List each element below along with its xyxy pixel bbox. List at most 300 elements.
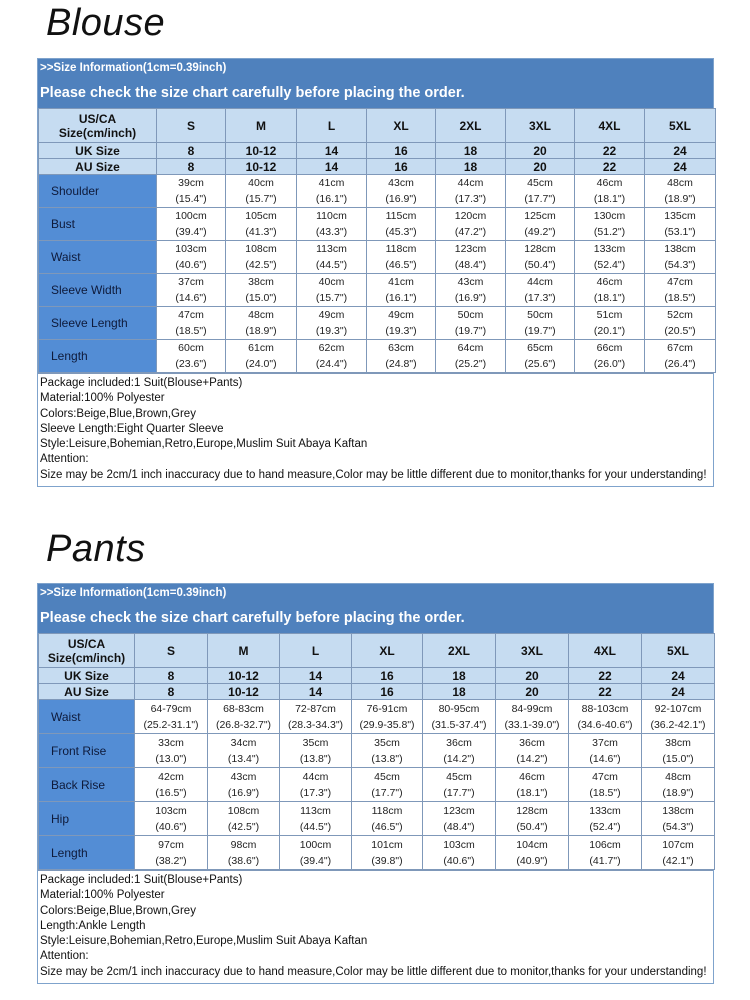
measurement-cell	[208, 836, 280, 870]
cm-value: 104cm	[516, 838, 548, 851]
uk-size-label: UK Size	[39, 143, 157, 159]
measurement-cell	[367, 241, 436, 274]
cm-value: 35cm	[374, 736, 400, 749]
inch-value: (18.9")	[662, 786, 694, 799]
cm-value: 61cm	[248, 342, 274, 354]
inch-value: (19.3")	[315, 325, 348, 337]
measurement-row	[39, 768, 715, 802]
note-line: Colors:Beige,Blue,Brown,Grey	[40, 904, 196, 917]
inch-value: (16.9")	[385, 193, 417, 205]
note-line: Size may be 2cm/1 inch inaccuracy due to hand measure,Color may be little different due to monitor,thanks for your understanding!	[40, 468, 707, 481]
uk-size-value: 22	[569, 668, 642, 684]
measurement-cell	[208, 802, 280, 836]
inch-value: (16.9")	[227, 786, 260, 799]
measurement-cell	[645, 208, 716, 241]
inch-value: (42.5")	[227, 820, 260, 833]
measurement-cell	[208, 768, 280, 802]
inch-value: (50.4")	[516, 820, 548, 833]
au-size-row	[39, 684, 715, 700]
cm-value: 135cm	[664, 210, 696, 222]
cm-value: 62cm	[318, 342, 345, 354]
size-column-header: 4XL	[569, 634, 642, 668]
uk-size-value: 18	[423, 668, 496, 684]
note-line: Material:100% Polyester	[40, 392, 165, 405]
au-size-value: 8	[157, 159, 226, 175]
header-label-line: US/CA	[67, 636, 106, 651]
cm-value: 47cm	[178, 309, 204, 321]
inch-value: (17.3")	[524, 292, 556, 304]
au-size-value: 8	[135, 684, 208, 700]
inch-value: (15.7")	[245, 193, 277, 205]
measurement-cell	[226, 208, 297, 241]
size-column-header: 2XL	[423, 634, 496, 668]
inch-value: (19.3")	[385, 325, 417, 337]
measurement-cell	[352, 802, 423, 836]
inch-value: (14.6")	[589, 752, 621, 765]
measurement-cell	[575, 175, 645, 208]
measurement-cell	[352, 734, 423, 768]
pants-product-notes	[38, 870, 713, 983]
uk-size-value: 8	[157, 143, 226, 159]
blouse-size-table	[38, 108, 716, 373]
note-line: Style:Leisure,Bohemian,Retro,Europe,Muslim Suit Abaya Kaftan	[40, 438, 368, 451]
inch-value: (52.4")	[589, 820, 621, 833]
inch-value: (15.0")	[245, 292, 277, 304]
measurement-row	[39, 836, 715, 870]
cm-value: 48cm	[248, 309, 274, 321]
measurement-label: Waist	[39, 241, 157, 274]
measurement-label: Front Rise	[39, 734, 135, 768]
inch-value: (28.3-34.3")	[287, 718, 344, 731]
measurement-cell	[208, 734, 280, 768]
inch-value: (40.6")	[443, 854, 475, 867]
inch-value: (26.8-32.7")	[215, 718, 272, 731]
inch-value: (14.2")	[443, 752, 475, 765]
measurement-cell	[157, 340, 226, 373]
measurement-cell	[569, 836, 642, 870]
note-line: Attention:	[40, 950, 89, 963]
uk-size-value: 24	[642, 668, 715, 684]
inch-value: (13.4")	[227, 752, 260, 765]
inch-value: (39.4")	[175, 226, 207, 238]
measurement-cell	[297, 208, 367, 241]
cm-value: 138cm	[662, 804, 694, 817]
measurement-row	[39, 241, 716, 274]
measurement-cell	[506, 241, 575, 274]
cm-value: 107cm	[662, 838, 694, 851]
measurement-cell	[367, 307, 436, 340]
measurement-label: Bust	[39, 208, 157, 241]
cm-value: 37cm	[178, 276, 204, 288]
inch-value: (40.9")	[516, 854, 548, 867]
cm-value: 128cm	[516, 804, 548, 817]
inch-value: (42.5")	[245, 259, 277, 271]
inch-value: (17.7")	[371, 786, 403, 799]
cm-value: 43cm	[230, 770, 257, 783]
cm-value: 48cm	[665, 770, 691, 783]
blouse-product-notes	[38, 373, 713, 486]
inch-value: (15.0")	[662, 752, 694, 765]
cm-value: 47cm	[592, 770, 618, 783]
blouse-banner	[38, 59, 713, 108]
measurement-label: Shoulder	[39, 175, 157, 208]
cm-value: 60cm	[178, 342, 204, 354]
size-column-header: L	[280, 634, 352, 668]
inch-value: (41.3")	[245, 226, 277, 238]
size-column-header: L	[297, 109, 367, 143]
measurement-cell	[157, 208, 226, 241]
size-label-header	[39, 634, 135, 668]
cm-value: 72-87cm	[295, 702, 336, 715]
size-column-header: M	[208, 634, 280, 668]
blouse-section-title: Blouse	[46, 2, 166, 44]
measurement-cell	[226, 307, 297, 340]
note-line: Length:Ankle Length	[40, 919, 146, 932]
blouse-size-info-note: >>Size Information(1cm=0.39inch)	[40, 62, 227, 74]
blouse-check-chart-notice: Please check the size chart carefully before placing the order.	[40, 85, 465, 101]
inch-value: (18.9")	[664, 193, 696, 205]
measurement-cell	[645, 241, 716, 274]
size-column-header: 3XL	[496, 634, 569, 668]
size-column-header: 5XL	[642, 634, 715, 668]
uk-size-value: 16	[367, 143, 436, 159]
cm-value: 103cm	[155, 804, 187, 817]
measurement-label: Hip	[39, 802, 135, 836]
measurement-cell	[642, 700, 715, 734]
cm-value: 66cm	[596, 342, 623, 354]
measurement-cell	[506, 274, 575, 307]
cm-value: 133cm	[593, 243, 626, 255]
header-label-line: US/CA	[78, 111, 117, 126]
measurement-cell	[208, 700, 280, 734]
inch-value: (38.6")	[227, 854, 260, 867]
uk-size-value: 16	[352, 668, 423, 684]
cm-value: 108cm	[245, 243, 277, 255]
measurement-cell	[423, 700, 496, 734]
measurement-row	[39, 340, 716, 373]
measurement-cell	[135, 734, 208, 768]
measurement-cell	[645, 340, 716, 373]
cm-value: 46cm	[596, 276, 623, 288]
uk-size-value: 10-12	[226, 143, 297, 159]
measurement-cell	[496, 768, 569, 802]
au-size-value: 10-12	[208, 684, 280, 700]
measurement-cell	[436, 175, 506, 208]
measurement-cell	[135, 768, 208, 802]
cm-value: 123cm	[454, 243, 487, 255]
cm-value: 49cm	[318, 309, 345, 321]
au-size-value: 24	[642, 684, 715, 700]
measurement-cell	[642, 802, 715, 836]
uk-size-label: UK Size	[39, 668, 135, 684]
cm-value: 49cm	[388, 309, 414, 321]
measurement-cell	[645, 274, 716, 307]
inch-value: (48.4")	[454, 259, 487, 271]
au-size-value: 16	[367, 159, 436, 175]
measurement-label: Back Rise	[39, 768, 135, 802]
uk-size-value: 14	[297, 143, 367, 159]
cm-value: 52cm	[667, 309, 693, 321]
cm-value: 128cm	[524, 243, 556, 255]
inch-value: (25.2")	[454, 358, 487, 370]
inch-value: (44.5")	[315, 259, 348, 271]
inch-value: (41.7")	[589, 854, 621, 867]
cm-value: 120cm	[454, 210, 487, 222]
inch-value: (20.5")	[664, 325, 696, 337]
measurement-cell	[436, 340, 506, 373]
size-column-header: XL	[352, 634, 423, 668]
cm-value: 113cm	[316, 243, 347, 255]
au-size-value: 22	[569, 684, 642, 700]
inch-value: (16.5")	[155, 786, 187, 799]
cm-value: 101cm	[371, 838, 403, 851]
measurement-cell	[569, 768, 642, 802]
inch-value: (38.2")	[155, 854, 187, 867]
inch-value: (33.1-39.0")	[504, 718, 560, 731]
cm-value: 48cm	[667, 177, 693, 189]
cm-value: 103cm	[175, 243, 207, 255]
measurement-cell	[642, 836, 715, 870]
cm-value: 44cm	[457, 177, 484, 189]
uk-size-row	[39, 143, 716, 159]
measurement-cell	[352, 836, 423, 870]
cm-value: 67cm	[667, 342, 693, 354]
pants-size-chart	[37, 583, 714, 984]
measurement-label: Waist	[39, 700, 135, 734]
cm-value: 63cm	[388, 342, 414, 354]
measurement-cell	[506, 307, 575, 340]
au-size-value: 16	[352, 684, 423, 700]
note-line: Material:100% Polyester	[40, 889, 165, 902]
cm-value: 64-79cm	[150, 702, 192, 715]
blouse-size-chart	[37, 58, 714, 487]
measurement-cell	[297, 307, 367, 340]
inch-value: (13.0")	[155, 752, 187, 765]
measurement-cell	[352, 768, 423, 802]
cm-value: 108cm	[227, 804, 260, 817]
au-size-label: AU Size	[39, 684, 135, 700]
measurement-cell	[506, 175, 575, 208]
au-size-value: 20	[506, 159, 575, 175]
measurement-cell	[642, 768, 715, 802]
measurement-cell	[297, 241, 367, 274]
cm-value: 43cm	[388, 177, 414, 189]
note-line: Package included:1 Suit(Blouse+Pants)	[40, 377, 243, 389]
measurement-cell	[569, 700, 642, 734]
header-label-line: Size(cm/inch)	[47, 650, 126, 665]
inch-value: (40.6")	[175, 259, 207, 271]
pants-size-info-note: >>Size Information(1cm=0.39inch)	[40, 587, 227, 599]
cm-value: 80-95cm	[438, 702, 480, 715]
cm-value: 45cm	[446, 770, 472, 783]
inch-value: (18.1")	[516, 786, 548, 799]
inch-value: (52.4")	[593, 259, 626, 271]
cm-value: 38cm	[665, 736, 691, 749]
measurement-cell	[496, 700, 569, 734]
measurement-cell	[157, 175, 226, 208]
measurement-cell	[423, 802, 496, 836]
header-row	[39, 634, 715, 668]
measurement-cell	[436, 241, 506, 274]
note-line: Colors:Beige,Blue,Brown,Grey	[40, 407, 196, 420]
cm-value: 40cm	[248, 177, 274, 189]
inch-value: (25.6")	[524, 358, 556, 370]
cm-value: 84-99cm	[511, 702, 553, 715]
inch-value: (18.5")	[589, 786, 621, 799]
inch-value: (46.5")	[371, 820, 403, 833]
note-line: Sleeve Length:Eight Quarter Sleeve	[40, 422, 224, 435]
pants-banner	[38, 584, 713, 633]
measurement-cell	[280, 700, 352, 734]
measurement-cell	[496, 802, 569, 836]
cm-value: 44cm	[302, 770, 329, 783]
cm-value: 138cm	[664, 243, 696, 255]
measurement-cell	[575, 208, 645, 241]
inch-value: (40.6")	[155, 820, 187, 833]
inch-value: (17.3")	[454, 193, 487, 205]
measurement-cell	[423, 768, 496, 802]
measurement-label: Length	[39, 836, 135, 870]
measurement-cell	[280, 734, 352, 768]
measurement-cell	[226, 274, 297, 307]
inch-value: (17.7")	[524, 193, 556, 205]
cm-value: 118cm	[385, 243, 417, 255]
cm-value: 47cm	[667, 276, 693, 288]
measurement-cell	[575, 274, 645, 307]
cm-value: 41cm	[388, 276, 414, 288]
inch-value: (17.3")	[299, 786, 332, 799]
cm-value: 110cm	[316, 210, 347, 222]
pants-section-title: Pants	[46, 528, 146, 570]
measurement-row	[39, 802, 715, 836]
measurement-cell	[297, 175, 367, 208]
au-size-value: 22	[575, 159, 645, 175]
measurement-cell	[280, 836, 352, 870]
uk-size-value: 14	[280, 668, 352, 684]
cm-value: 42cm	[158, 770, 184, 783]
measurement-cell	[575, 340, 645, 373]
cm-value: 36cm	[519, 736, 545, 749]
measurement-row	[39, 274, 716, 307]
cm-value: 38cm	[248, 276, 274, 288]
cm-value: 51cm	[596, 309, 623, 321]
cm-value: 115cm	[385, 210, 417, 222]
au-size-value: 14	[297, 159, 367, 175]
size-column-header: 3XL	[506, 109, 575, 143]
cm-value: 88-103cm	[581, 702, 629, 715]
inch-value: (24.4")	[315, 358, 348, 370]
cm-value: 118cm	[371, 804, 403, 817]
measurement-row	[39, 175, 716, 208]
uk-size-row	[39, 668, 715, 684]
inch-value: (18.5")	[175, 325, 207, 337]
inch-value: (31.5-37.4")	[431, 718, 487, 731]
inch-value: (39.4")	[299, 854, 332, 867]
measurement-cell	[352, 700, 423, 734]
measurement-cell	[157, 274, 226, 307]
size-column-header: S	[135, 634, 208, 668]
inch-value: (26.0")	[593, 358, 626, 370]
measurement-label: Length	[39, 340, 157, 373]
measurement-cell	[367, 340, 436, 373]
inch-value: (18.1")	[593, 292, 626, 304]
inch-value: (46.5")	[385, 259, 417, 271]
inch-value: (15.4")	[175, 193, 207, 205]
measurement-cell	[436, 274, 506, 307]
measurement-row	[39, 307, 716, 340]
measurement-cell	[575, 241, 645, 274]
cm-value: 76-91cm	[366, 702, 408, 715]
measurement-cell	[423, 836, 496, 870]
cm-value: 39cm	[178, 177, 204, 189]
inch-value: (25.2-31.1")	[143, 718, 199, 731]
measurement-cell	[436, 208, 506, 241]
au-size-value: 14	[280, 684, 352, 700]
cm-value: 68-83cm	[223, 702, 264, 715]
cm-value: 100cm	[175, 210, 207, 222]
cm-value: 35cm	[302, 736, 329, 749]
size-column-header: S	[157, 109, 226, 143]
size-column-header: 2XL	[436, 109, 506, 143]
measurement-cell	[436, 307, 506, 340]
inch-value: (49.2")	[524, 226, 556, 238]
size-column-header: M	[226, 109, 297, 143]
pants-check-chart-notice: Please check the size chart carefully before placing the order.	[40, 610, 465, 626]
au-size-value: 18	[436, 159, 506, 175]
inch-value: (16.1")	[385, 292, 417, 304]
inch-value: (18.5")	[664, 292, 696, 304]
measurement-cell	[280, 802, 352, 836]
measurement-cell	[226, 241, 297, 274]
inch-value: (26.4")	[664, 358, 696, 370]
cm-value: 64cm	[457, 342, 484, 354]
uk-size-value: 20	[496, 668, 569, 684]
inch-value: (51.2")	[593, 226, 626, 238]
note-line: Size may be 2cm/1 inch inaccuracy due to hand measure,Color may be little different due to monitor,thanks for your understanding!	[40, 965, 707, 978]
measurement-cell	[157, 307, 226, 340]
inch-value: (14.2")	[516, 752, 548, 765]
inch-value: (14.6")	[175, 292, 207, 304]
uk-size-value: 24	[645, 143, 716, 159]
note-line: Style:Leisure,Bohemian,Retro,Europe,Muslim Suit Abaya Kaftan	[40, 935, 368, 948]
uk-size-value: 22	[575, 143, 645, 159]
header-row	[39, 109, 716, 143]
au-size-value: 24	[645, 159, 716, 175]
measurement-cell	[297, 340, 367, 373]
cm-value: 133cm	[589, 804, 621, 817]
cm-value: 105cm	[245, 210, 277, 222]
cm-value: 103cm	[443, 838, 475, 851]
inch-value: (13.8")	[371, 752, 403, 765]
cm-value: 130cm	[593, 210, 626, 222]
measurement-cell	[226, 175, 297, 208]
uk-size-value: 20	[506, 143, 575, 159]
cm-value: 34cm	[230, 736, 257, 749]
uk-size-value: 18	[436, 143, 506, 159]
measurement-row	[39, 208, 716, 241]
inch-value: (29.9-35.8")	[359, 718, 415, 731]
inch-value: (36.2-42.1")	[650, 718, 706, 731]
inch-value: (39.8")	[371, 854, 403, 867]
measurement-cell	[135, 700, 208, 734]
size-column-header: 5XL	[645, 109, 716, 143]
inch-value: (17.7")	[443, 786, 475, 799]
pants-size-table	[38, 633, 715, 870]
cm-value: 45cm	[527, 177, 553, 189]
cm-value: 43cm	[457, 276, 484, 288]
inch-value: (18.9")	[245, 325, 277, 337]
inch-value: (44.5")	[299, 820, 332, 833]
